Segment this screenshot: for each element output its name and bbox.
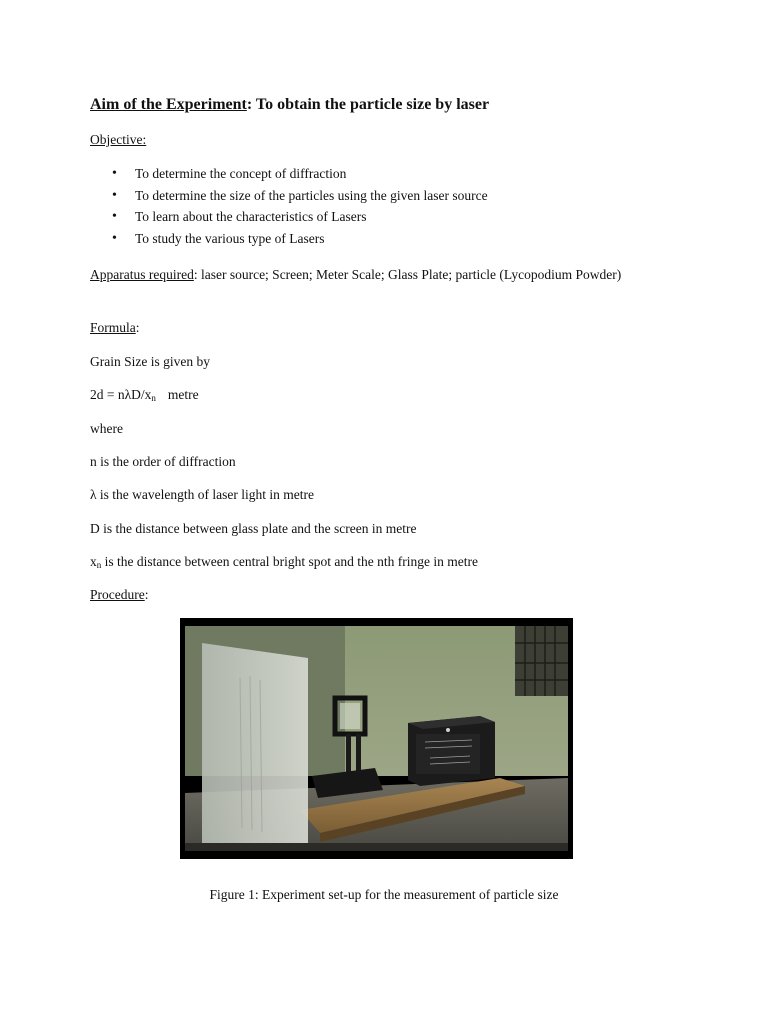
definition-fringe bbox=[90, 553, 478, 571]
list-item: • To study the various type of Lasers bbox=[90, 230, 488, 252]
equation-unit: metre bbox=[167, 387, 199, 402]
procedure-heading: Procedure bbox=[90, 587, 145, 602]
title-text: : To obtain the particle size by laser bbox=[246, 96, 490, 113]
objective-list bbox=[90, 165, 488, 252]
apparatus-paragraph bbox=[90, 265, 650, 285]
definition-wavelength: λ is the wavelength of laser light in metre bbox=[90, 487, 314, 502]
formula-heading-line bbox=[90, 319, 140, 337]
formula-equation bbox=[90, 386, 199, 404]
title-label: Aim of the Experiment bbox=[90, 96, 247, 113]
formula-heading: Formula bbox=[90, 320, 136, 335]
definition-fringe-text: is the distance between central bright spot and the nth fringe in metre bbox=[101, 554, 479, 569]
definition-fringe-subscript: n bbox=[96, 560, 102, 570]
formula-where: where bbox=[90, 421, 123, 436]
formula-colon: : bbox=[135, 320, 140, 335]
definition-distance: D is the distance between glass plate and the screen in metre bbox=[90, 521, 417, 536]
objective-heading: Objective: bbox=[90, 132, 147, 147]
apparatus-label: Apparatus required bbox=[90, 267, 194, 282]
page-title bbox=[90, 95, 489, 116]
list-item: • To learn about the characteristics of Lasers bbox=[90, 208, 488, 230]
equation-subscript: n bbox=[151, 393, 156, 403]
procedure-heading-line bbox=[90, 586, 149, 604]
procedure-colon: : bbox=[144, 587, 149, 602]
experiment-setup-photo bbox=[180, 618, 573, 859]
list-item: • To determine the concept of diffraction bbox=[90, 165, 488, 187]
list-item: • To determine the size of the particles using the given laser source bbox=[90, 187, 488, 209]
definition-order: n is the order of diffraction bbox=[90, 454, 236, 469]
apparatus-text: : laser source; Screen; Meter Scale; Glass Plate; particle (Lycopodium Powder) bbox=[193, 267, 622, 282]
figure-caption: Figure 1: Experiment set-up for the measurement of particle size bbox=[209, 887, 559, 902]
equation-main: 2d = nλD/x bbox=[90, 387, 152, 402]
definition-fringe-symbol: x bbox=[90, 554, 97, 569]
formula-intro: Grain Size is given by bbox=[90, 354, 210, 369]
